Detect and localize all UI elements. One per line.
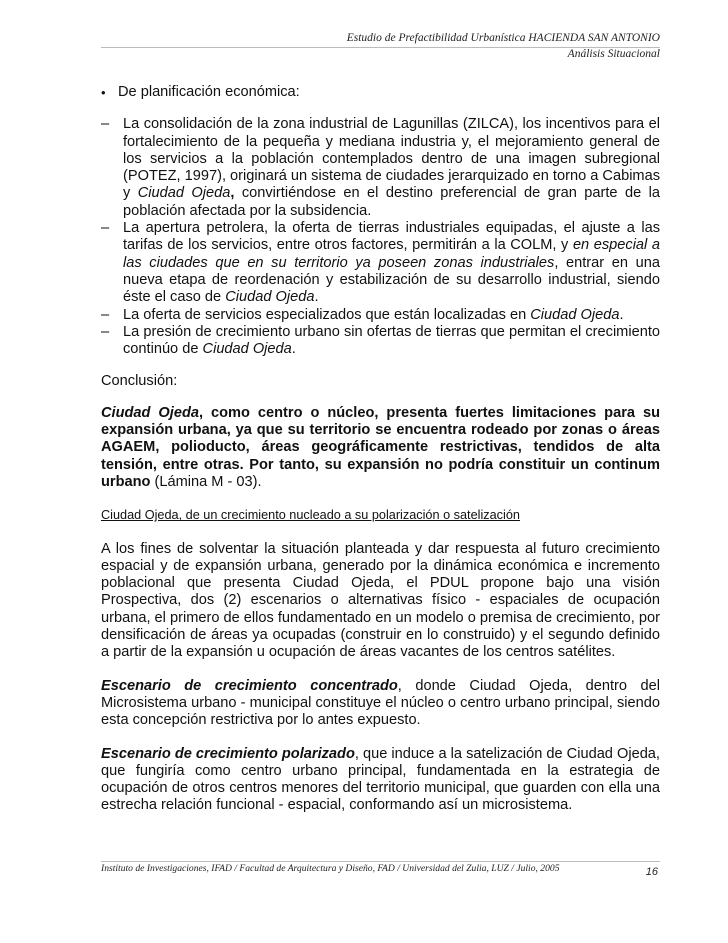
item-text: La consolidación de la zona industrial de Lagunillas (ZILCA), los incentivos para el fortalecimiento de la pequeña y mediana industria y, el mejoramiento general de los servicios a la población contemplados dentro de una imagen subregional (POTEZ, 1997), originará un sistema de ciudades jerarquizado en torno a Cabimas y: [123, 116, 661, 202]
bullet-label: De planificación económica:: [118, 84, 300, 100]
page-header: [101, 30, 660, 62]
item-text: La presión de crecimiento urbano sin ofertas de tierras que permitan el crecimiento continúo de: [123, 323, 660, 358]
conclusion-label: Conclusión:: [101, 373, 178, 390]
dash-icon: –: [101, 116, 110, 133]
scenario-title: Escenario de crecimiento concentrado: [101, 677, 398, 694]
conclusion-text: [101, 405, 660, 491]
item-comma: ,: [230, 185, 235, 202]
item-emphasis: en especial a las ciudades que en su territorio ya poseen zonas industriales: [123, 237, 660, 271]
item-emphasis: Ciudad Ojeda: [530, 306, 620, 323]
scenario-title: Escenario de crecimiento polarizado: [101, 745, 355, 762]
bullet-heading: [101, 84, 660, 101]
list-item: [101, 324, 660, 359]
item-text: La apertura petrolera, la oferta de tierras industriales equipadas, el ajuste a las tarifas de los servicios, entre otros factores, permitirán a la COLM, y: [123, 220, 660, 254]
item-text: La oferta de servicios especializados que están localizadas en: [123, 306, 531, 323]
item-emphasis: Ciudad Ojeda: [137, 185, 231, 202]
header-subtitle: Análisis Situacional: [567, 48, 660, 60]
footer-divider: [101, 861, 660, 862]
header-title: Estudio de Prefactibilidad Urbanística HACIENDA SAN ANTONIO: [346, 32, 660, 44]
factor-list: [101, 116, 660, 358]
section-subtitle: Ciudad Ojeda, de un crecimiento nucleado a su polarización o satelización: [101, 508, 520, 523]
scenario-text: , que induce a la satelización de Ciudad Ojeda, que fungiría como centro urbano principal, fundamentada en la estrategia de ocupación de otros centros menores del territorio municipal, que guarden con ella una estrecha relación funcional - espacial, conformando así un microsistema.: [101, 745, 660, 814]
item-text: .: [291, 341, 296, 358]
scenario-polarized: [101, 746, 660, 815]
scenario-text: , donde Ciudad Ojeda, dentro del Microsistema urbano - municipal constituye el núcleo o centro urbano principal, siendo esta concepción restrictiva por lo antes expuesto.: [101, 677, 660, 729]
item-text: convirtiéndose en el destino preferencial de gran parte de la población afectada por la subsidencia.: [123, 185, 660, 219]
bullet-icon: •: [101, 85, 106, 100]
dash-icon: –: [101, 220, 110, 237]
header-divider: [101, 47, 660, 48]
scenario-concentrated: [101, 678, 660, 730]
item-emphasis: Ciudad Ojeda: [202, 341, 292, 358]
dash-icon: –: [101, 323, 110, 340]
item-emphasis: Ciudad Ojeda: [225, 289, 315, 306]
item-text: .: [619, 306, 624, 323]
page-body: [101, 84, 660, 815]
page-number: 16: [645, 866, 658, 878]
list-item: [101, 116, 660, 220]
item-text: , entrar en una nueva etapa de reordenación y estabilización de su desarrollo industrial, siendo éste el caso de: [123, 254, 660, 306]
conclusion-subject: Ciudad Ojeda: [101, 404, 199, 421]
body-paragraph: A los fines de solventar la situación planteada y dar respuesta al futuro crecimiento espacial y de expansión urbana, generado por la dinámica económica e incremento poblacional que presenta Ciudad Ojeda, el PDUL propone bajo una visión Prospectiva, dos (2) escenarios o alternativas físico - espaciales de ocupación urbana, el primero de ellos fundamentado en un modelo o premisa de crecimiento, por densificación de áreas ya ocupadas (construir en lo construido) y el segundo definido a partir de la expansión u ocupación de áreas vacantes de los centros satélites.: [101, 540, 660, 661]
dash-icon: –: [101, 306, 110, 323]
list-item: [101, 220, 660, 306]
conclusion-statement: , como centro o núcleo, presenta fuertes limitaciones para su expansión urbana, ya que su territorio se encuentra rodeado por zonas o áreas AGAEM, polioducto, áreas geográficamente restrictivas, tendidos de alta tensión, entre otras. Por tanto, su expansión no podría constituir un continum urbano: [101, 404, 660, 490]
item-text: .: [314, 289, 319, 306]
footer-credit: Instituto de Investigaciones, IFAD / Facultad de Arquitectura y Diseño, FAD / Universidad del Zulia, LUZ / Julio, 2005: [101, 863, 560, 874]
conclusion-reference: (Lámina M - 03).: [150, 473, 262, 490]
list-item: [101, 307, 660, 324]
